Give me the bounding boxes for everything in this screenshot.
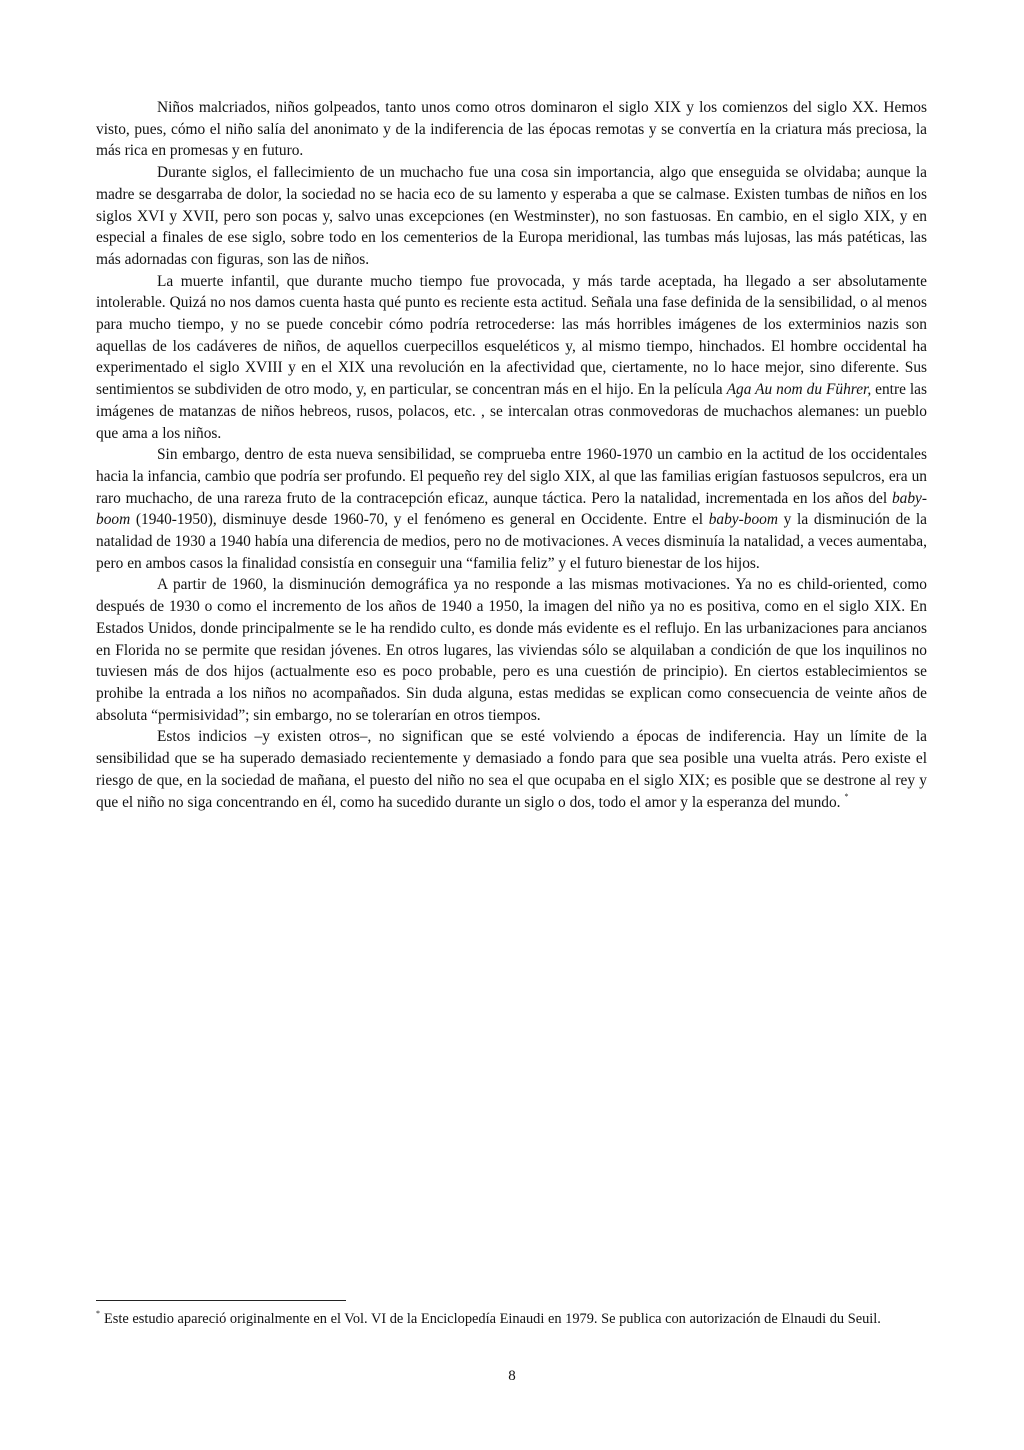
paragraph-text: Sin embargo, dentro de esta nueva sensibilidad, se comprueba entre 1960-1970 un cambio en la actitud de los occidentales hacia la infancia, cambio que podría ser profundo. El pequeño rey del siglo XIX, al que las familias erigían fastuosos sepulcros, era un raro muchacho, de una rareza fruto de la contracepción eficaz, aunque táctica. Pero la natalidad, incrementada en los años del (96, 446, 927, 507)
paragraph-text: La muerte infantil, que durante mucho tiempo fue provocada, y más tarde aceptada, ha llegado a ser absolutamente intolerable. Quizá no nos damos cuenta hasta qué punto es reciente esta actitud. Señala una fase definida de la sensibilidad, o al menos para mucho tiempo, y no se puede concebir cómo podría retrocederse: las más horribles imágenes de los exterminios nazis son aquellas de los cadáveres de niños, de aquellos cuerpecillos esqueléticos y, al mismo tiempo, hinchados. El hombre occidental ha experimentado el siglo XVIII y en el XIX una revolución en la afectividad que, ciertamente, no lo hace mejor, sino diferente. Sus sentimientos se subdividen de otro modo, y, en particular, se concentran más en el hijo. En la película (96, 272, 927, 399)
paragraph (96, 444, 927, 574)
paragraph-text: A partir de 1960, la disminución demográfica ya no responde a las mismas motivaciones. Ya no es child-oriented, como después de 1930 o como el incremento de los años de 1940 a 1950, la imagen del niño ya no es positiva, como en el siglo XIX. En Estados Unidos, donde principalmente se le ha rendido culto, es donde más evidente es el reflujo. En las urbanizaciones para ancianos en Florida no se permite que residan jóvenes. En otros lugares, las viviendas sólo se alquilaban a condición de que los inquilinos no tuviesen más de dos hijos (actualmente eso es poco probable, pero es una cuestión de principio). En ciertos establecimientos se prohibe la entrada a los niños no acompañados. Sin duda alguna, estas medidas se explican como consecuencia de veinte años de absoluta “permisividad”; sin embargo, no se tolerarían en otros tiempos. (96, 576, 927, 724)
paragraph (96, 97, 927, 162)
footnote-separator (96, 1300, 346, 1301)
paragraph (96, 574, 927, 726)
footnote-reference: * (844, 791, 849, 801)
paragraph (96, 726, 927, 813)
footnote (96, 1309, 927, 1330)
body-text (96, 97, 927, 813)
paragraph (96, 271, 927, 445)
paragraph (96, 162, 927, 271)
page-number: 8 (508, 1368, 516, 1384)
italic-title: baby-boom (708, 511, 778, 529)
paragraph-text: entre las imágenes de matanzas de niños hebreos, rusos, polacos, etc. , se intercalan otras conmovedoras de muchachos alemanes: un pueblo que ama a los niños. (96, 381, 927, 442)
paragraph-text: Estos indicios –y existen otros–, no significan que se esté volviendo a épocas de indiferencia. Hay un límite de la sensibilidad que se ha superado demasiado recientemente y demasiado a fondo para que sea posible una vuelta atrás. Pero existe el riesgo de que, en la sociedad de mañana, el puesto del niño no sea el que ocupaba en el siglo XIX; es posible que se destrone al rey y que el niño no siga concentrando en él, como ha sucedido durante un siglo o dos, todo el amor y la esperanza del mundo. (96, 728, 927, 811)
italic-title: Aga Au nom du Führer, (726, 381, 872, 399)
paragraph-text: Niños malcriados, niños golpeados, tanto unos como otros dominaron el siglo XIX y los comienzos del siglo XX. Hemos visto, pues, cómo el niño salía del anonimato y de la indiferencia de las épocas remotas y se convertía en la criatura más preciosa, la más rica en promesas y en futuro. (96, 99, 927, 160)
italic-title: baby-boom (96, 489, 927, 529)
paragraph-text: y la disminución de la natalidad de 1930 a 1940 había una diferencia de medios, pero no de motivaciones. A veces disminuía la natalidad, a veces aumentaba, pero en ambos casos la finalidad consistía en conseguir una “familia feliz” y el futuro bienestar de los hijos. (96, 511, 927, 572)
footnote-marker: * (96, 1309, 100, 1318)
paragraph-text: (1940-1950), disminuye desde 1960-70, y el fenómeno es general en Occidente. Entre el (130, 511, 709, 529)
paragraph-text: Durante siglos, el fallecimiento de un muchacho fue una cosa sin importancia, algo que enseguida se olvidaba; aunque la madre se desgarraba de dolor, la sociedad no se hacia eco de su lamento y esperaba a que se calmase. Existen tumbas de niños en los siglos XVI y XVII, pero son pocas y, salvo unas excepciones (en Westminster), no son fastuosas. En cambio, en el siglo XIX, y en especial a finales de ese siglo, sobre todo en los cementerios de la Europa meridional, las tumbas más lujosas, las más patéticas, las más adornadas con figuras, son las de niños. (96, 164, 927, 268)
footnote-text: Este estudio apareció originalmente en el Vol. VI de la Enciclopedía Einaudi en 1979. Se publica con autorización de Elnaudi du Seuil. (104, 1311, 881, 1327)
